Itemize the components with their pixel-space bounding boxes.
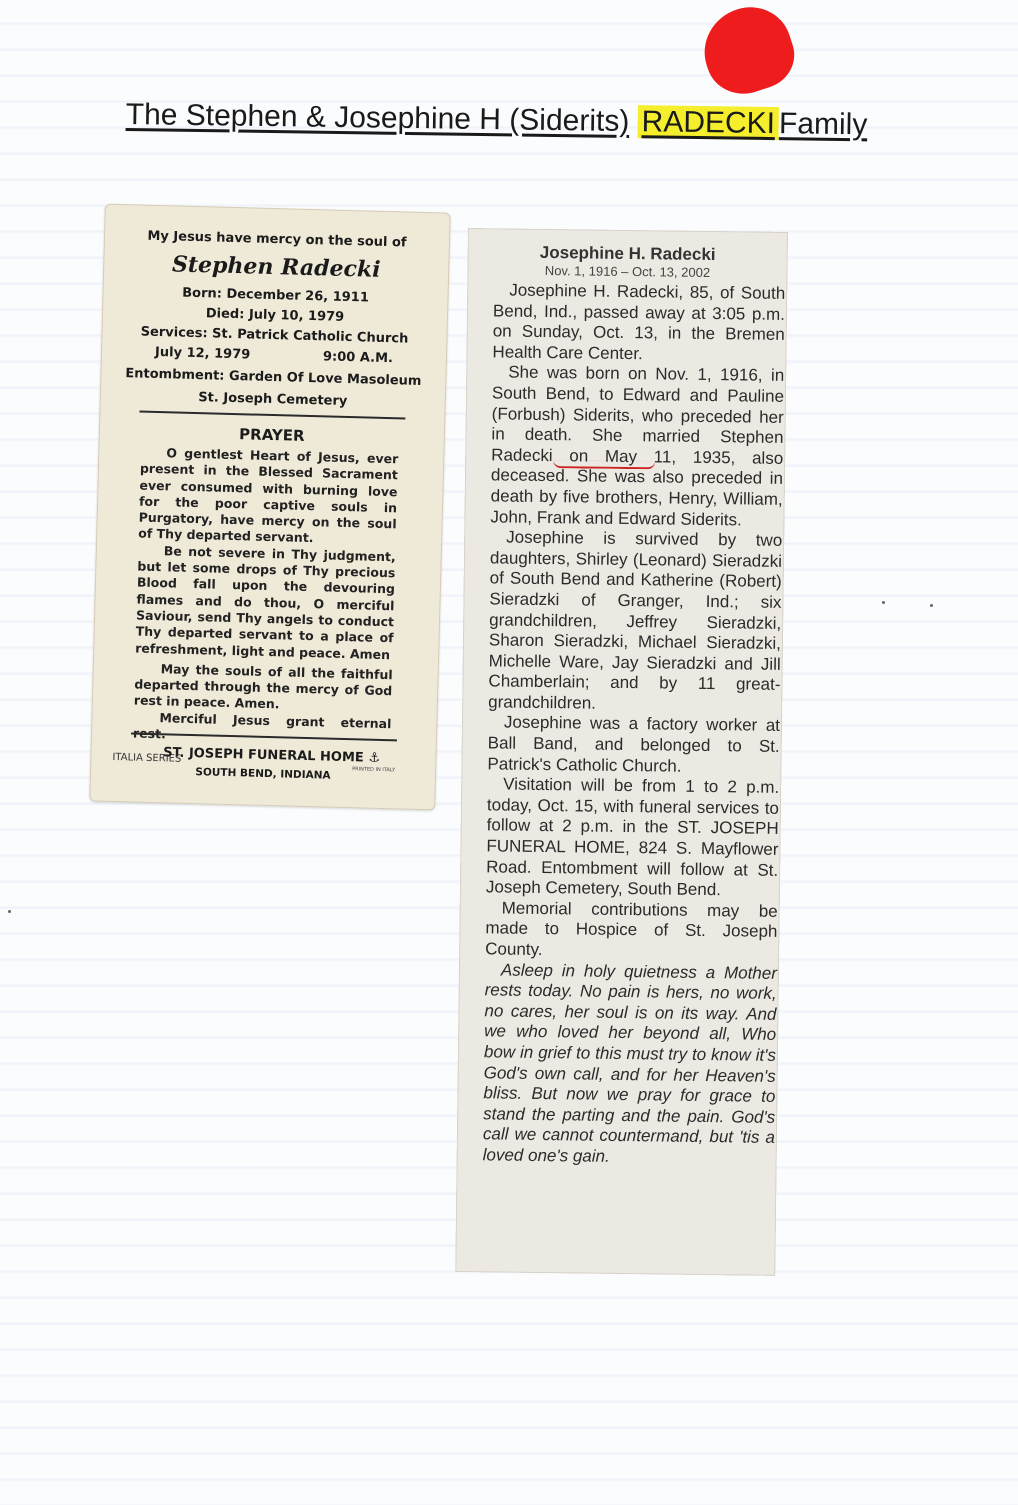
title-prefix: The Stephen & Josephine H (Siderits) — [125, 98, 630, 139]
card-cemetery: St. Joseph Cemetery — [198, 390, 348, 409]
card-location: SOUTH BEND, INDIANA — [195, 766, 331, 782]
card-prayer-body — [133, 445, 399, 749]
obituary-p3: Josephine is survived by two daughters, Shirley (Leonard) Sieradzki of South Bend and Katherine (Robert) Sieradzki of Granger, Ind.; six grandchildren, Jeffrey Sieradzki, Sharon Sieradzki, Michael Sieradzki, Michelle Ware, Jay Sieradzki and Jill Chamberlain; and by 11 great-grandchildren. — [488, 527, 783, 713]
card-divider-top — [139, 411, 405, 420]
card-service-date: July 12, 1979 — [154, 344, 251, 363]
anchor-icon: ⚓ — [368, 750, 381, 766]
card-prayer-p1: O gentlest Heart of Jesus, ever present in the Blessed Sacrament ever consumed with burning love for the poor captive souls in Purgatory, have mercy on the soul of Thy departed servant. — [138, 445, 399, 546]
obituary-clipping — [455, 228, 788, 1276]
obituary-p6: Memorial contributions may be made to Hospice of St. Joseph County. — [485, 898, 778, 960]
card-prayer-p3: May the souls of all the faithful departed through the mercy of God rest in peace. Amen. — [133, 661, 393, 712]
card-services: Services: St. Patrick Catholic Church — [140, 324, 409, 347]
card-series: ITALIA SERIES — [112, 751, 182, 765]
scan-speck — [882, 601, 885, 604]
obituary-dates: Nov. 1, 1916 – Oct. 13, 2002 — [544, 262, 711, 281]
card-prayer-p2: Be not severe in Thy judgment, but let some drops of Thy precious Blood fall upon the devouring flames and do thou, O merciful Saviour, send Thy angels to conduct Thy departed servant to a place of refreshment, light and peace. Amen — [135, 543, 396, 662]
obituary-heading: Josephine H. Radecki — [539, 242, 716, 265]
obituary-p5: Visitation will be from 1 to 2 p.m. today, Oct. 15, with funeral services to follow at 2 p.m. in the ST. JOSEPH FUNERAL HOME, 824 S. Mayflower Road. Entombment will follow at St. Joseph Cemetery, South Bend. — [485, 774, 780, 900]
scan-speck — [930, 604, 933, 607]
card-service-time: 9:00 A.M. — [322, 349, 394, 367]
card-prayer-p4: Merciful Jesus grant eternal rest. — [132, 709, 392, 742]
title-suffix: Family — [778, 107, 868, 142]
obituary-p1: Josephine H. Radecki, 85, of South Bend, Ind., passed away at 3:05 p.m. on Sunday, Oct. 13, in the Bremen Health Care Center. — [492, 280, 786, 363]
card-intro: My Jesus have mercy on the soul of — [147, 228, 407, 251]
card-born: Born: December 26, 1911 — [182, 285, 370, 306]
card-died: Died: July 10, 1979 — [205, 306, 345, 325]
obituary-poem: Asleep in holy quietness a Mother rests today. No pain is hers, no work, no cares, her soul is on its way. And we who loved her beyond all, Who bow in grief to this must try to know it's God's own call, and for her Heaven's bliss. But now we pray for grace to stand the parting and the pain. God's call we cannot countermand, but 'tis a loved one's gain. — [482, 960, 778, 1166]
card-printed: PRINTED IN ITALY — [352, 766, 396, 774]
card-entombment: Entombment: Garden Of Love Masoleum — [125, 366, 422, 389]
title-highlight: RADECKI — [637, 105, 779, 140]
prayer-card — [89, 204, 451, 811]
red-underline-mark — [553, 460, 655, 469]
card-name: Stephen Radecki — [171, 251, 381, 283]
red-page-tab — [693, 0, 803, 104]
scan-speck — [8, 910, 11, 913]
card-funeral-home: ST. JOSEPH FUNERAL HOME — [163, 745, 364, 766]
card-prayer-heading: PRAYER — [238, 425, 305, 445]
obituary-p2: She was born on Nov. 1, 1916, in South Bend, to Edward and Pauline (Forbush) Siderits, who preceded her in death. She married Stephen Radecki on May 11, 1935, also deceased. She was also preceded in death by five brothers, Henry, William, John, Frank and Edward Siderits. — [490, 362, 785, 529]
obituary-p4: Josephine was a factory worker at Ball Band, and belonged to St. Patrick's Catholic Church. — [487, 712, 781, 776]
page-title — [126, 98, 956, 144]
obituary-text — [483, 280, 786, 1169]
